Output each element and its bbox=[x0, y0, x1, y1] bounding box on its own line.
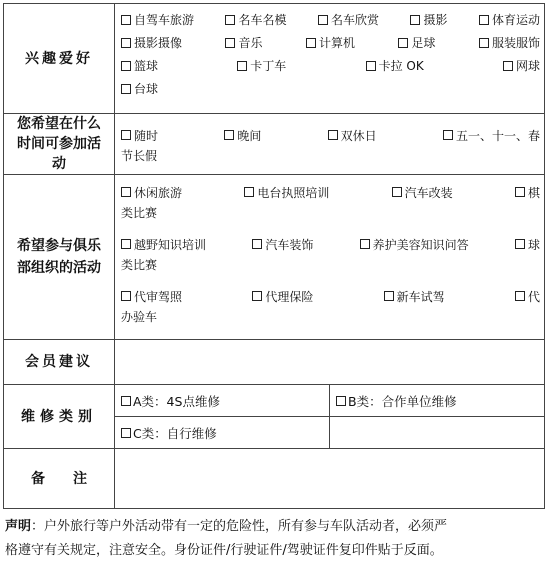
checkbox-repair-a[interactable]: A类：4S点维修 bbox=[115, 385, 329, 416]
suggestion-label: 会员建议 bbox=[4, 340, 115, 385]
checkbox-icon bbox=[515, 187, 525, 197]
checkbox-sports[interactable]: 体育运动 bbox=[479, 11, 540, 28]
hobbies-label: 兴趣爱好 bbox=[4, 4, 115, 114]
checkbox-photo-video[interactable]: 摄影摄像 bbox=[121, 34, 182, 51]
checkbox-icon bbox=[366, 61, 376, 71]
statement-note: 声明：户外旅行等户外活动带有一定的危险性，所有参与车队活动者，必须严 格遵守有关规定，注意安全。身份证件/行驶证件/驾驶证件复印件贴于反面。 bbox=[5, 519, 448, 558]
checkbox-karaoke[interactable]: 卡拉 OK bbox=[366, 57, 424, 74]
checkbox-tennis[interactable]: 网球 bbox=[503, 57, 540, 74]
checkbox-icon bbox=[479, 38, 489, 48]
checkbox-icon bbox=[398, 38, 408, 48]
checkbox-icon bbox=[318, 15, 328, 25]
repair-empty-cell bbox=[329, 417, 544, 448]
checkbox-car-modification[interactable]: 汽车改装 bbox=[392, 184, 453, 201]
checkbox-icon bbox=[237, 61, 247, 71]
checkbox-icon bbox=[121, 239, 131, 249]
checkbox-icon bbox=[121, 396, 131, 406]
checkbox-icon bbox=[252, 239, 262, 249]
remark-label: 备 注 bbox=[4, 449, 115, 509]
repair-label: 维修类别 bbox=[4, 385, 115, 449]
checkbox-icon bbox=[121, 61, 131, 71]
checkbox-photography[interactable]: 摄影 bbox=[410, 11, 447, 28]
checkbox-computer[interactable]: 计算机 bbox=[306, 34, 355, 51]
checkbox-icon bbox=[515, 239, 525, 249]
checkbox-icon bbox=[244, 187, 254, 197]
checkbox-icon bbox=[121, 84, 131, 94]
checkbox-car-appreciation[interactable]: 名车欣赏 bbox=[318, 11, 379, 28]
checkbox-icon bbox=[360, 239, 370, 249]
checkbox-icon bbox=[479, 15, 489, 25]
checkbox-anytime[interactable]: 随时 bbox=[121, 127, 158, 144]
checkbox-football[interactable]: 足球 bbox=[398, 34, 435, 51]
remark-field[interactable] bbox=[115, 449, 545, 509]
checkbox-self-drive[interactable]: 自驾车旅游 bbox=[121, 11, 194, 28]
checkbox-icon bbox=[336, 396, 346, 406]
checkbox-icon bbox=[121, 130, 131, 140]
checkbox-license-review[interactable]: 代审驾照 bbox=[121, 288, 182, 305]
checkbox-repair-b[interactable]: B类：合作单位维修 bbox=[329, 385, 544, 416]
checkbox-inspection[interactable]: 代 bbox=[515, 288, 540, 305]
checkbox-icon bbox=[121, 38, 131, 48]
checkbox-icon bbox=[121, 15, 131, 25]
time-label: 您希望在什么 时间可参加活 动 bbox=[4, 114, 115, 175]
checkbox-icon bbox=[328, 130, 338, 140]
activities-label: 希望参与俱乐 部组织的活动 bbox=[4, 175, 115, 340]
activities-options: 休闲旅游 电台执照培训 汽车改装 棋 类比赛 越野知识培训 汽车装饰 养护美容知识问答 球 类比赛 代审驾照 代理保险 新车试驾 代 办验车 bbox=[121, 185, 540, 324]
checkbox-karting[interactable]: 卡丁车 bbox=[237, 57, 286, 74]
checkbox-evening[interactable]: 晚间 bbox=[224, 127, 261, 144]
checkbox-radio-license[interactable]: 电台执照培训 bbox=[244, 184, 329, 201]
checkbox-care-quiz[interactable]: 养护美容知识问答 bbox=[360, 236, 469, 253]
checkbox-fashion[interactable]: 服装服饰 bbox=[479, 34, 540, 51]
suggestion-field[interactable] bbox=[115, 340, 545, 385]
holiday-wrap-text: 节长假 bbox=[121, 149, 158, 163]
checkbox-icon bbox=[224, 130, 234, 140]
checkbox-icon bbox=[443, 130, 453, 140]
membership-form bbox=[3, 3, 545, 509]
form-table bbox=[3, 3, 545, 509]
checkbox-icon bbox=[121, 187, 131, 197]
checkbox-car-decoration[interactable]: 汽车装饰 bbox=[252, 236, 313, 253]
checkbox-icon bbox=[306, 38, 316, 48]
checkbox-icon bbox=[503, 61, 513, 71]
checkbox-famous-cars-models[interactable]: 名车名模 bbox=[225, 11, 286, 28]
checkbox-insurance[interactable]: 代理保险 bbox=[252, 288, 313, 305]
checkbox-test-drive[interactable]: 新车试驾 bbox=[384, 288, 445, 305]
checkbox-icon bbox=[515, 291, 525, 301]
checkbox-icon bbox=[225, 38, 235, 48]
checkbox-billiards[interactable]: 台球 bbox=[121, 80, 158, 97]
hobbies-options bbox=[115, 4, 544, 102]
checkbox-icon bbox=[252, 291, 262, 301]
checkbox-holidays[interactable]: 五一、十一、春 bbox=[443, 127, 540, 144]
checkbox-weekend[interactable]: 双休日 bbox=[328, 127, 377, 144]
checkbox-leisure-travel[interactable]: 休闲旅游 bbox=[121, 184, 182, 201]
checkbox-chess[interactable]: 棋 bbox=[515, 184, 540, 201]
checkbox-icon bbox=[121, 428, 131, 438]
checkbox-ball-games[interactable]: 球 bbox=[515, 236, 540, 253]
checkbox-music[interactable]: 音乐 bbox=[225, 34, 262, 51]
checkbox-icon bbox=[121, 291, 131, 301]
checkbox-icon bbox=[410, 15, 420, 25]
time-options bbox=[115, 114, 544, 169]
checkbox-icon bbox=[225, 15, 235, 25]
checkbox-icon bbox=[392, 187, 402, 197]
checkbox-basketball[interactable]: 篮球 bbox=[121, 57, 158, 74]
checkbox-icon bbox=[384, 291, 394, 301]
checkbox-repair-c[interactable]: C类：自行维修 bbox=[115, 417, 329, 448]
checkbox-offroad-training[interactable]: 越野知识培训 bbox=[121, 236, 206, 253]
